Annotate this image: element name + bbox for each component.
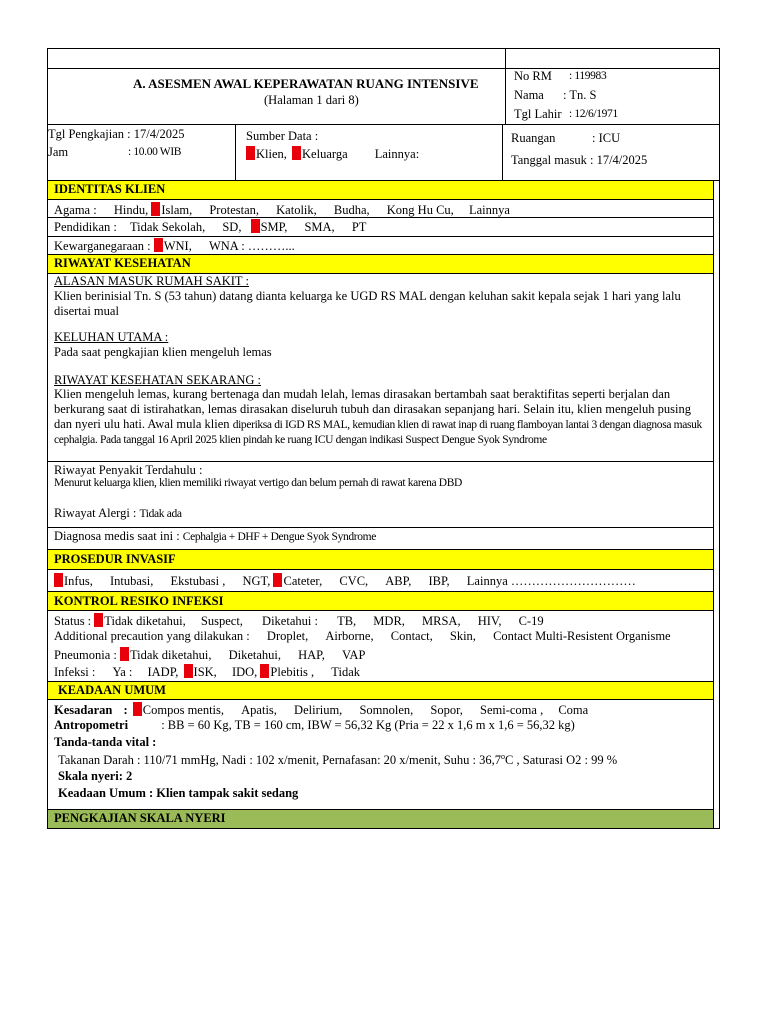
status-hiv: HIV, (477, 614, 502, 628)
tanggal-masuk: Tanggal masuk : 17/4/2025 (511, 153, 648, 167)
no-rm-label: No RM (514, 69, 552, 83)
status-tidak-diketahui: Tidak diketahui, (104, 614, 186, 628)
prosedur-abp: ABP, (385, 574, 412, 588)
kewarganegaraan-label: Kewarganegaraan : (54, 239, 151, 253)
status-mrsa: MRSA, (422, 614, 461, 628)
riwayat-sekarang-title: RIWAYAT KESEHATAN SEKARANG : (54, 373, 262, 387)
infeksi-iadp: IADP, (147, 665, 179, 679)
riwayat-alergi-label: Riwayat Alergi : (54, 506, 137, 520)
antropometri-row (54, 719, 575, 733)
form-title: A. ASESMEN AWAL KEPERAWATAN RUANG INTENSIVE (133, 76, 479, 91)
prosedur-infus: Infus, (64, 574, 93, 588)
keadaan-umum-text: Keadaan Umum : Klien tampak sakit sedang (58, 786, 299, 800)
checkbox-checked-icon[interactable] (120, 647, 129, 661)
sumber-lainnya: Lainnya: (374, 147, 420, 161)
precaution-droplet: Droplet, (266, 629, 309, 643)
ttv-value-b: C , Saturasi O2 : 99 % (505, 753, 618, 768)
ruangan-value: : ICU (592, 131, 621, 145)
prosedur-ngt: NGT, (242, 574, 271, 588)
pneumonia-vap: VAP (342, 648, 366, 662)
infeksi-tidak: Tidak (331, 665, 361, 679)
prosedur-ibp: IBP, (428, 574, 450, 588)
warga-wni: WNI, (163, 239, 192, 253)
section-title-skala-nyeri: PENGKAJIAN SKALA NYERI (54, 811, 226, 825)
diagnosa-medis-text: Cephalgia + DHF + Dengue Syok Syndrome (182, 531, 377, 543)
agama-budha: Budha, (333, 203, 370, 217)
riwayat-sekarang-text (54, 387, 710, 448)
tgl-pengkajian: Tgl Pengkajian : 17/4/2025 (48, 127, 185, 141)
precaution-row (54, 630, 671, 644)
keluhan-utama-title: KELUHAN UTAMA : (54, 330, 169, 344)
section-title-riwayat: RIWAYAT KESEHATAN (54, 256, 191, 270)
checkbox-checked-icon[interactable] (133, 702, 142, 716)
antropometri-label: Antropometri (54, 718, 129, 732)
agama-protestan: Protestan, (209, 203, 260, 217)
pendidikan-sma: SMA, (304, 220, 335, 234)
pendidikan-smp: SMP, (260, 220, 288, 234)
agama-katolik: Katolik, (276, 203, 317, 217)
riwayat-alergi (54, 507, 182, 521)
alasan-masuk-title: ALASAN MASUK RUMAH SAKIT : (54, 274, 249, 288)
ttv-label: Tanda-tanda vital : (54, 735, 157, 749)
precaution-label: Additional precaution yang dilakukan : (54, 629, 250, 643)
precaution-cmro: Contact Multi-Resistent Organisme (493, 629, 671, 643)
checkbox-checked-icon[interactable] (94, 613, 103, 627)
no-rm-value: : 119983 (569, 70, 607, 82)
kesadaran-label: Kesadaran (54, 703, 113, 717)
agama-hindu: Hindu, (113, 203, 149, 217)
kesadaran-compos-mentis: Compos mentis, (142, 703, 225, 717)
checkbox-checked-icon[interactable] (260, 664, 269, 678)
checkbox-checked-icon[interactable] (154, 238, 163, 252)
sumber-data-label: Sumber Data : (246, 129, 319, 143)
riwayat-sekarang-text-2: diperiksa di IGD RS MAL, kemudian klien di rawat inap di ruang flamboyan lantai 3 dengan diagnosa masuk cephalgia. Pada tanggal 16 April 2025 klien pindah ke ruang ICU dengan indikasi Suspect Dengue Syok Syndrome (54, 418, 702, 447)
checkbox-checked-icon[interactable] (54, 573, 63, 587)
prosedur-row (54, 573, 636, 589)
status-c19: C-19 (518, 614, 544, 628)
jam-value: : 10.00 WIB (128, 146, 182, 158)
precaution-airborne: Airborne, (325, 629, 374, 643)
prosedur-cateter: Cateter, (283, 574, 323, 588)
status-diketahui: Diketahui : (262, 614, 318, 628)
kesadaran-delirium: Delirium, (294, 703, 343, 717)
nama-label: Nama (514, 88, 544, 102)
ttv-degree-sup: o (501, 752, 506, 761)
pneumonia-hap: HAP, (298, 648, 325, 662)
checkbox-checked-icon[interactable] (251, 219, 260, 233)
ttv-value-a: Takanan Darah : 110/71 mmHg, Nadi : 102 x/menit, Pernafasan: 20 x/menit, Suhu : 36,7 (58, 753, 502, 768)
diagnosa-medis (54, 530, 376, 544)
section-title-prosedur: PROSEDUR INVASIF (54, 552, 176, 566)
page-indicator: (Halaman 1 dari 8) (264, 93, 359, 107)
kesadaran-sopor: Sopor, (430, 703, 463, 717)
agama-konghucu: Kong Hu Cu, (386, 203, 454, 217)
agama-islam: Islam, (161, 203, 193, 217)
status-label: Status : (54, 614, 92, 628)
riwayat-terdahulu-text: Menurut keluarga klien, klien memiliki riwayat vertigo dan belum pernah di rawat karena DBD (54, 477, 462, 489)
agama-label: Agama : (54, 203, 97, 217)
riwayat-terdahulu-label: Riwayat Penyakit Terdahulu : (54, 463, 203, 477)
sumber-data-options (246, 146, 419, 162)
kesadaran-coma: Coma (558, 703, 589, 717)
kesadaran-apatis: Apatis, (241, 703, 277, 717)
kesadaran-row (54, 702, 588, 718)
tgl-lahir-value: : 12/6/1971 (569, 108, 618, 120)
pneumonia-tidak-diketahui: Tidak diketahui, (129, 648, 212, 662)
pendidikan-row (54, 219, 366, 235)
alasan-masuk-text: Klien berinisial Tn. S (53 tahun) datang dianta keluarga ke UGD RS MAL dengan keluhan sakit kepala sejak 1 hari yang lalu disertai mual (54, 289, 681, 318)
pendidikan-sd: SD, (222, 220, 242, 234)
keluhan-utama-text: Pada saat pengkajian klien mengeluh lemas (54, 345, 272, 359)
prosedur-ekstubasi: Ekstubasi , (170, 574, 226, 588)
checkbox-checked-icon[interactable] (184, 664, 193, 678)
infeksi-label: Infeksi : (54, 665, 96, 679)
agama-lainnya: Lainnya (468, 203, 510, 217)
pendidikan-tidak-sekolah: Tidak Sekolah, (129, 220, 206, 234)
pendidikan-label: Pendidikan : (54, 220, 117, 234)
prosedur-intubasi: Intubasi, (109, 574, 154, 588)
status-tb: TB, (337, 614, 357, 628)
section-title-keadaan: KEADAAN UMUM (58, 683, 166, 697)
pendidikan-pt: PT (351, 220, 367, 234)
riwayat-sekarang-text-1: Klien mengeluh lemas, kurang bertenaga dan mudah lelah, lemas dirasakan bertambah saat beraktifitas seperti berjalan dan berkurang saat di istirahatkan, lemas dirasakan diseluruh tubuh dan dirasakan sepanjang hari. Selain itu, klien mengeluh pusing dan nyeri ulu hati. Awal mula klien (54, 387, 691, 431)
kesadaran-somnolen: Somnolen, (359, 703, 414, 717)
warga-wna: WNA : ………... (208, 239, 295, 253)
kesadaran-colon: : (123, 703, 128, 717)
precaution-skin: Skin, (449, 629, 476, 643)
infeksi-row (54, 664, 360, 680)
pneumonia-row (54, 647, 365, 663)
diagnosa-medis-label: Diagnosa medis saat ini : (54, 529, 180, 543)
antropometri-value: : BB = 60 Kg, TB = 160 cm, IBW = 56,32 Kg (Pria = 22 x 1,6 m x 1,6 = 56,32 kg) (161, 718, 575, 732)
nama-value: : Tn. S (563, 88, 597, 102)
jam-label: Jam (48, 145, 69, 159)
skala-nyeri: Skala nyeri: 2 (58, 769, 133, 783)
infeksi-plebitis: Plebitis , (270, 665, 315, 679)
prosedur-cvc: CVC, (339, 574, 369, 588)
checkbox-checked-icon[interactable] (151, 202, 160, 216)
checkbox-checked-icon[interactable] (246, 146, 255, 160)
sumber-keluarga: Keluarga (302, 147, 348, 161)
kewarganegaraan-row (54, 238, 295, 254)
riwayat-alergi-text: Tidak ada (139, 508, 182, 520)
prosedur-lainnya: Lainnya ………………………… (466, 574, 636, 588)
checkbox-checked-icon[interactable] (292, 146, 301, 160)
section-title-infeksi: KONTROL RESIKO INFEKSI (54, 594, 224, 608)
status-mdr: MDR, (373, 614, 405, 628)
infeksi-ido: IDO, (231, 665, 258, 679)
section-title-identitas: IDENTITAS KLIEN (54, 182, 166, 196)
agama-row (54, 202, 510, 218)
ttv-value (58, 753, 617, 768)
sumber-klien: Klien, (256, 147, 287, 161)
tgl-lahir-label: Tgl Lahir (514, 107, 562, 121)
infeksi-isk: ISK, (193, 665, 217, 679)
checkbox-checked-icon[interactable] (273, 573, 282, 587)
precaution-contact: Contact, (390, 629, 433, 643)
infeksi-ya: Ya : (112, 665, 133, 679)
status-suspect: Suspect, (200, 614, 243, 628)
kesadaran-semi-coma: Semi-coma , (480, 703, 544, 717)
pneumonia-diketahui: Diketahui, (228, 648, 281, 662)
status-row (54, 613, 544, 629)
pneumonia-label: Pneumonia : (54, 648, 117, 662)
ruangan-label: Ruangan (511, 131, 556, 145)
